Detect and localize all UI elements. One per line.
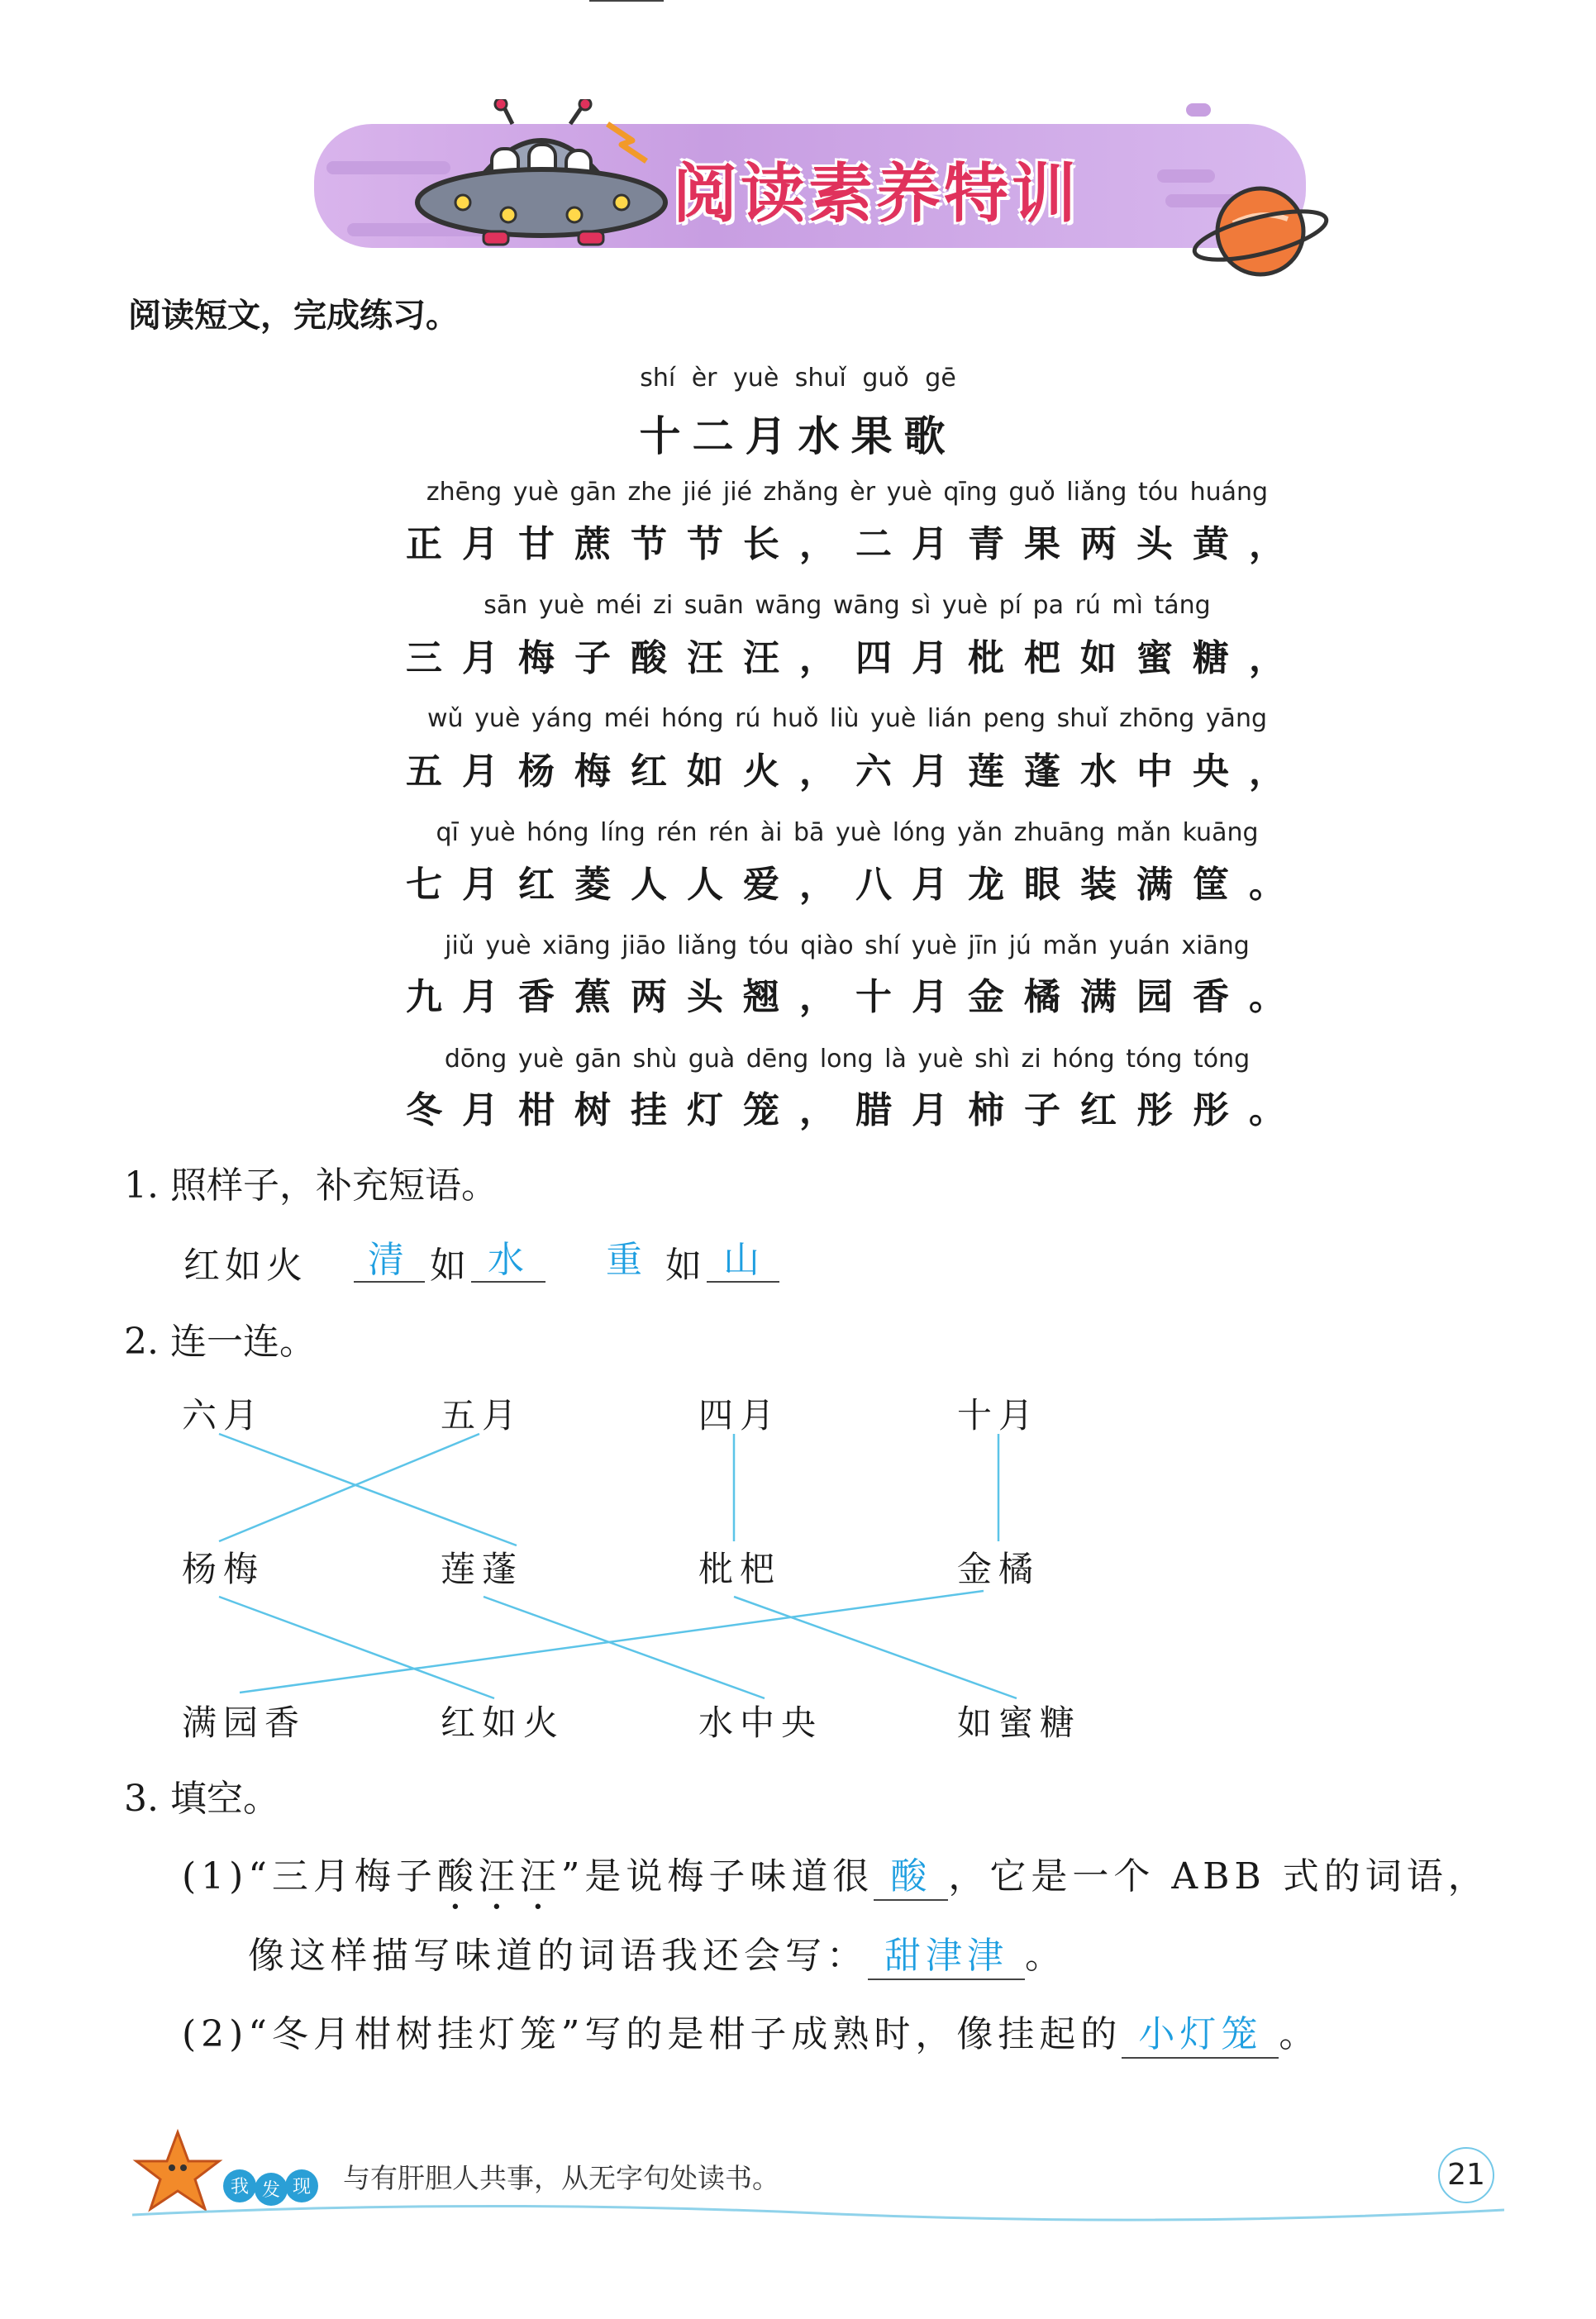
match-phrase: 水中央 [698,1702,823,1743]
poem-line: 九月香蕉两头翘，十月金橘满园香。 [406,976,1305,1018]
q1-ru: 如 [430,1245,466,1287]
q3-s2-part: (2)“冬月柑树挂灯笼”写的是柑子成熟时，像挂起的 [182,2013,1122,2055]
match-fruit: 金橘 [957,1549,1041,1589]
match-phrase: 如蜜糖 [957,1702,1082,1743]
q3-s1-part: (1)“三月梅子 [182,1855,437,1898]
poem-title: 十二月水果歌 [639,412,957,460]
match-fruit: 枇杷 [698,1549,782,1589]
poem-title-pinyin: shí èr yuè shuǐ guǒ gē [640,364,956,393]
q1-ru: 如 [665,1245,702,1287]
match-month: 十月 [957,1395,1041,1436]
q3-sentence-1 [182,1846,1489,1918]
poem-line: 冬月柑树挂灯笼，腊月柿子红彤彤。 [406,1089,1305,1131]
q3-sentence-1-cont [248,1926,1066,1980]
q3-s1-part: ”是说梅子味道很 [560,1855,874,1898]
q1-answer: 山 [723,1239,760,1281]
q3-period: 。 [1279,2013,1321,2055]
badge-char: 现 [292,2177,312,2198]
badge-char: 我 [230,2177,250,2198]
poem-line: 七月红菱人人爱，八月龙眼装满筐。 [406,864,1305,906]
q1-answer: 水 [488,1239,524,1281]
match-phrase: 满园香 [182,1702,307,1743]
match-phrase: 红如火 [441,1702,565,1743]
q3-sentence-2 [182,2004,1320,2059]
footer-wave [132,2198,1504,2231]
q3-s1-part: 像这样描写味道的词语我还会写： [248,1935,868,1977]
poem-line-pinyin: dōng yuè gān shù guà dēng long là yuè shì zi hóng tóng tóng [444,1045,1251,1074]
q3-s1-part: ，它是一个 ABB 式的词语， [948,1855,1489,1898]
emphasized-word: 酸汪汪 [436,1855,561,1898]
match-month: 五月 [441,1395,524,1436]
poem-line-pinyin: sān yuè méi zi suān wāng wāng sì yuè pí pa rú mì táng [484,591,1211,620]
question-3-prompt: 3. 填空。 [124,1778,279,1820]
match-month: 六月 [182,1395,265,1436]
page-title: 阅读素养特训 [672,157,1079,231]
q3-answer-3: 小灯笼 [1122,2004,1279,2059]
poem-line: 三月梅子酸汪汪，四月枇杷如蜜糖， [406,637,1305,679]
q3-answer-1: 酸 [874,1846,948,1901]
poem-line-pinyin: jiǔ yuè xiāng jiāo liǎng tóu qiào shí yuè jīn jú mǎn yuán xiāng [445,931,1250,960]
q3-answer-2: 甜津津 [868,1926,1025,1980]
poem-line: 五月杨梅红如火，六月莲蓬水中央， [406,750,1305,793]
poem-line-pinyin: wǔ yuè yáng méi hóng rú huǒ liù yuè lián peng shuǐ zhōng yāng [427,704,1267,733]
page-number: 21 [1438,2147,1494,2203]
badge-char: 发 [261,2180,281,2201]
footer-quote: 与有肝胆人共事，从无字句处读书。 [343,2162,779,2194]
poem-line: 正月甘蔗节节长，二月青果两头黄， [406,523,1305,565]
q1-example: 红如火 [183,1245,307,1287]
q1-answer: 重 [606,1239,642,1281]
q3-period: 。 [1025,1935,1066,1977]
match-fruit: 莲蓬 [441,1549,524,1589]
match-month: 四月 [698,1395,782,1436]
q1-answer: 清 [368,1239,404,1281]
poem-line-pinyin: qī yuè hóng líng rén rén ài bā yuè lóng yǎn zhuāng mǎn kuāng [436,818,1259,847]
match-fruit: 杨梅 [182,1549,265,1589]
instruction: 阅读短文，完成练习。 [128,297,459,335]
poem-line-pinyin: zhēng yuè gān zhe jié jié zhǎng èr yuè qīng guǒ liǎng tóu huáng [426,478,1269,507]
question-1-prompt: 1. 照样子，补充短语。 [124,1164,498,1207]
question-2-prompt: 2. 连一连。 [124,1321,316,1363]
